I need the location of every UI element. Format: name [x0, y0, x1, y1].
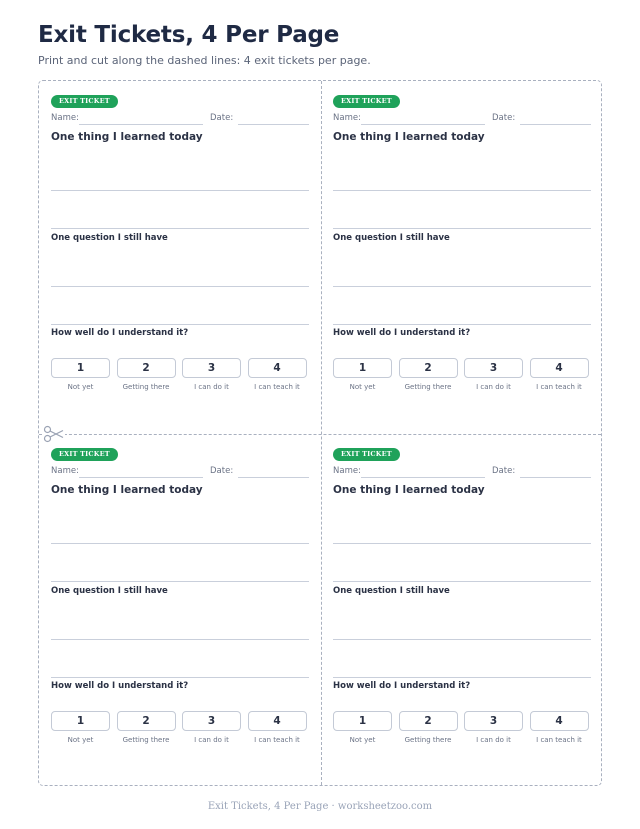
- question-answer-line[interactable]: [333, 324, 591, 325]
- understanding-prompt: How well do I understand it?: [51, 328, 189, 338]
- exit-ticket-badge: EXIT TICKET: [333, 448, 400, 461]
- rating-caption-1: Not yet: [349, 383, 376, 391]
- exit-ticket: [333, 448, 591, 788]
- exit-ticket-badge: EXIT TICKET: [51, 448, 118, 461]
- date-field[interactable]: [520, 477, 591, 478]
- question-answer-line[interactable]: [333, 639, 591, 640]
- page-subtitle: Print and cut along the dashed lines: 4 exit tickets per page.: [38, 54, 371, 67]
- question-answer-line[interactable]: [51, 324, 309, 325]
- understanding-scale: [333, 358, 591, 398]
- name-field[interactable]: [79, 477, 203, 478]
- learned-answer-line[interactable]: [51, 581, 309, 582]
- learned-prompt: One thing I learned today: [333, 131, 485, 143]
- rating-caption-2: Getting there: [404, 736, 452, 744]
- rating-caption-1: Not yet: [67, 383, 94, 391]
- question-answer-line[interactable]: [51, 286, 309, 287]
- rating-box-1[interactable]: 1: [333, 711, 392, 731]
- date-field[interactable]: [238, 124, 309, 125]
- question-answer-line[interactable]: [51, 639, 309, 640]
- rating-caption-3: I can do it: [194, 383, 229, 391]
- learned-prompt: One thing I learned today: [51, 131, 203, 143]
- question-prompt: One question I still have: [51, 586, 168, 596]
- rating-caption-4: I can teach it: [536, 383, 582, 391]
- vertical-cut-line: [321, 81, 322, 785]
- learned-prompt: One thing I learned today: [333, 484, 485, 496]
- rating-box-3[interactable]: 3: [182, 358, 241, 378]
- date-label: Date:: [210, 113, 234, 123]
- exit-ticket: [333, 95, 591, 435]
- rating-caption-4: I can teach it: [254, 383, 300, 391]
- understanding-prompt: How well do I understand it?: [333, 328, 471, 338]
- understanding-scale: [51, 358, 309, 398]
- learned-answer-line[interactable]: [51, 228, 309, 229]
- rating-caption-4: I can teach it: [536, 736, 582, 744]
- rating-box-4[interactable]: 4: [248, 711, 307, 731]
- rating-box-2[interactable]: 2: [399, 358, 458, 378]
- rating-caption-2: Getting there: [122, 383, 170, 391]
- rating-caption-3: I can do it: [194, 736, 229, 744]
- name-label: Name:: [51, 466, 79, 476]
- rating-caption-1: Not yet: [67, 736, 94, 744]
- exit-ticket-badge: EXIT TICKET: [333, 95, 400, 108]
- exit-ticket: [51, 448, 309, 788]
- question-answer-line[interactable]: [333, 677, 591, 678]
- learned-answer-line[interactable]: [333, 543, 591, 544]
- page-footer: Exit Tickets, 4 Per Page · worksheetzoo.com: [207, 801, 433, 812]
- question-prompt: One question I still have: [333, 233, 450, 243]
- rating-box-3[interactable]: 3: [464, 358, 523, 378]
- rating-caption-4: I can teach it: [254, 736, 300, 744]
- learned-answer-line[interactable]: [333, 581, 591, 582]
- date-label: Date:: [492, 113, 516, 123]
- rating-box-3[interactable]: 3: [464, 711, 523, 731]
- rating-box-2[interactable]: 2: [399, 711, 458, 731]
- rating-box-1[interactable]: 1: [51, 358, 110, 378]
- learned-prompt: One thing I learned today: [51, 484, 203, 496]
- date-field[interactable]: [520, 124, 591, 125]
- name-label: Name:: [333, 466, 361, 476]
- name-field[interactable]: [361, 477, 485, 478]
- question-prompt: One question I still have: [333, 586, 450, 596]
- rating-box-2[interactable]: 2: [117, 358, 176, 378]
- exit-ticket: [51, 95, 309, 435]
- question-prompt: One question I still have: [51, 233, 168, 243]
- rating-caption-3: I can do it: [476, 736, 511, 744]
- learned-answer-line[interactable]: [333, 190, 591, 191]
- learned-answer-line[interactable]: [51, 543, 309, 544]
- name-label: Name:: [333, 113, 361, 123]
- name-label: Name:: [51, 113, 79, 123]
- name-field[interactable]: [79, 124, 203, 125]
- question-answer-line[interactable]: [51, 677, 309, 678]
- name-field[interactable]: [361, 124, 485, 125]
- understanding-prompt: How well do I understand it?: [51, 681, 189, 691]
- rating-caption-2: Getting there: [404, 383, 452, 391]
- rating-caption-1: Not yet: [349, 736, 376, 744]
- rating-box-1[interactable]: 1: [51, 711, 110, 731]
- question-answer-line[interactable]: [333, 286, 591, 287]
- ticket-sheet: [38, 80, 602, 786]
- understanding-prompt: How well do I understand it?: [333, 681, 471, 691]
- rating-box-3[interactable]: 3: [182, 711, 241, 731]
- rating-caption-3: I can do it: [476, 383, 511, 391]
- date-label: Date:: [210, 466, 234, 476]
- learned-answer-line[interactable]: [333, 228, 591, 229]
- rating-box-1[interactable]: 1: [333, 358, 392, 378]
- learned-answer-line[interactable]: [51, 190, 309, 191]
- rating-box-4[interactable]: 4: [530, 711, 589, 731]
- understanding-scale: [51, 711, 309, 751]
- rating-box-2[interactable]: 2: [117, 711, 176, 731]
- exit-ticket-badge: EXIT TICKET: [51, 95, 118, 108]
- rating-box-4[interactable]: 4: [530, 358, 589, 378]
- understanding-scale: [333, 711, 591, 751]
- page-title: Exit Tickets, 4 Per Page: [38, 22, 340, 48]
- rating-box-4[interactable]: 4: [248, 358, 307, 378]
- date-field[interactable]: [238, 477, 309, 478]
- rating-caption-2: Getting there: [122, 736, 170, 744]
- date-label: Date:: [492, 466, 516, 476]
